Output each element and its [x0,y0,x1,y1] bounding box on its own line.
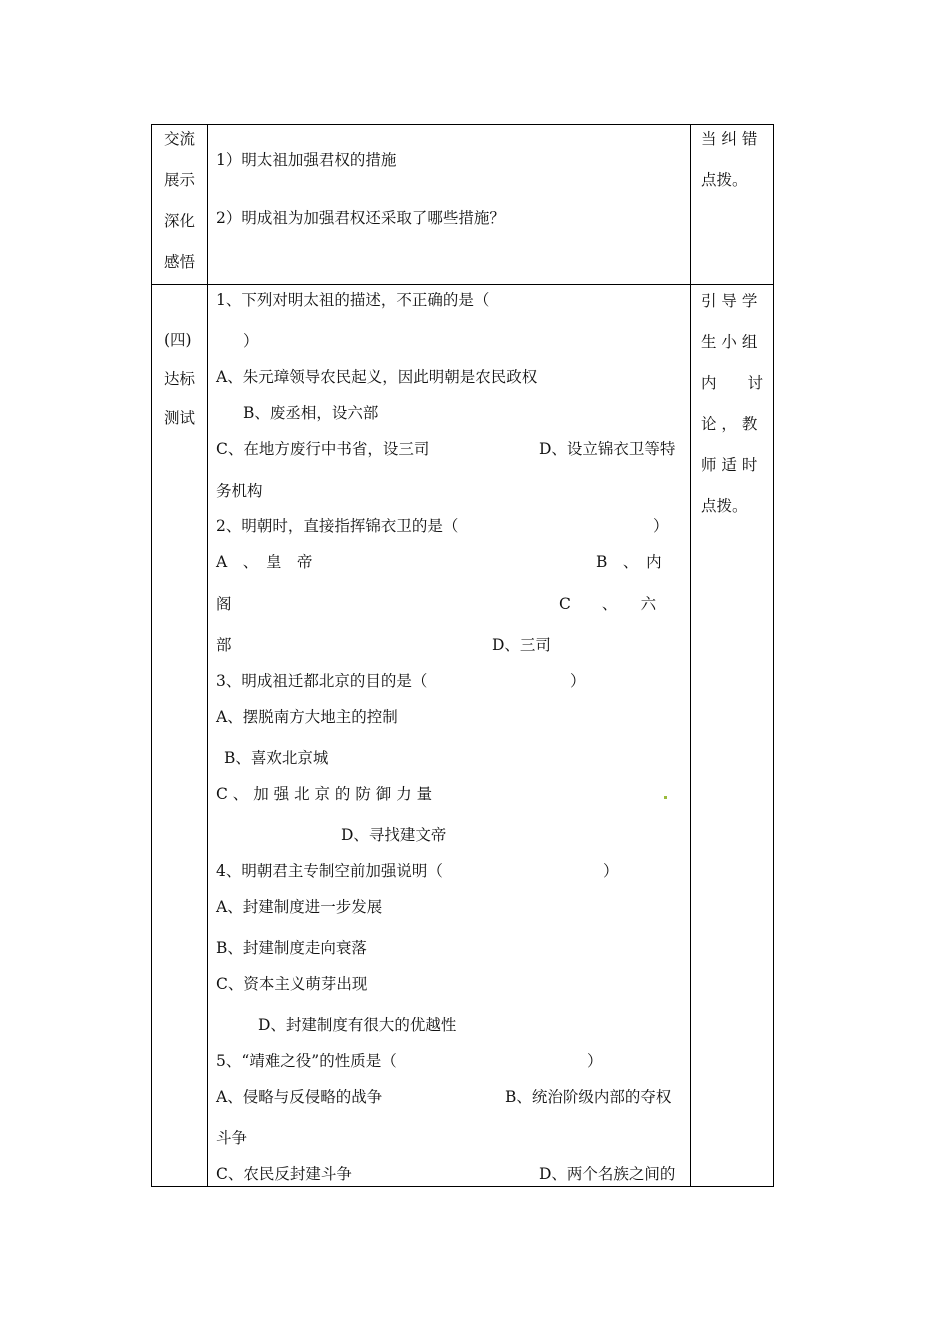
row2-note-line6: 点拨。 [701,497,748,515]
q2-option-c-cont: 部 [216,636,232,654]
row1-question-2: 2）明成祖为加强君权还采取了哪些措施？ [216,209,505,227]
q1-option-d: D、设立锦衣卫等特 [539,440,676,458]
q4-option-c: C、资本主义萌芽出现 [216,975,368,993]
q3-stem-close: ） [570,672,586,690]
q2-option-b-cont: 阁 [216,595,232,613]
row2-note-line1: 引 导 学 [701,292,758,310]
row2-label-line1: (四) [164,331,192,349]
row2-label-line2: 达标 [164,370,196,388]
q2-option-a: A 、 皇 帝 [216,553,313,571]
table-left-border [151,124,152,1187]
q2-option-d: D、三司 [492,636,551,654]
table-top-border [151,124,774,125]
q4-option-a: A、封建制度进一步发展 [216,898,383,916]
row1-question-1: 1）明太祖加强君权的措施 [216,151,397,169]
row1-note-line1: 当 纠 错 [701,130,758,148]
q5-stem-close: ） [587,1052,603,1070]
row2-note-line2: 生 小 组 [701,333,758,351]
row1-label-line3: 深化 [164,212,196,230]
q2-option-b: B 、 内 [596,553,662,571]
q1-option-c: C、在地方废行中书省，设三司 [216,440,430,458]
row1-label-line1: 交流 [164,130,196,148]
column-divider-2 [690,124,691,1187]
q5-option-a: A、侵略与反侵略的战争 [216,1088,383,1106]
q4-option-b: B、封建制度走向衰落 [216,939,367,957]
decorative-dot [664,796,667,799]
q3-option-b: B、喜欢北京城 [224,749,329,767]
row2-note-line5: 师 适 时 [701,456,758,474]
column-divider-1 [207,124,208,1187]
q3-option-d: D、寻找建文帝 [341,826,447,844]
q4-stem: 4、明朝君主专制空前加强说明（ [216,862,443,880]
q1-option-d-cont: 务机构 [216,482,263,500]
q1-stem-close: ） [243,332,259,350]
row2-note-line3: 内 讨 [701,374,764,392]
row1-note-line2: 点拨。 [701,171,748,189]
row1-label-line2: 展示 [164,171,196,189]
row2-note-line4: 论 ， 教 [701,415,758,433]
q3-stem: 3、明成祖迁都北京的目的是（ [216,672,428,690]
q1-option-b: B、废丞相，设六部 [243,404,379,422]
q4-option-d: D、封建制度有很大的优越性 [258,1016,457,1034]
q5-option-d: D、两个名族之间的 [539,1165,676,1183]
q5-option-b-cont: 斗争 [216,1129,248,1147]
q1-option-a: A、朱元璋领导农民起义，因此明朝是农民政权 [216,368,538,386]
q3-option-c: C 、 加 强 北 京 的 防 御 力 量 [216,785,433,803]
q2-stem: 2、明朝时，直接指挥锦衣卫的是（ [216,517,459,535]
table-right-border [773,124,774,1187]
q5-option-c: C、农民反封建斗争 [216,1165,352,1183]
row-divider [151,284,774,285]
q2-stem-close: ） [653,517,669,535]
q2-option-c: C 、 六 [559,595,657,613]
table-bottom-border [151,1186,774,1187]
row1-label-line4: 感悟 [164,253,196,271]
q1-stem: 1、下列对明太祖的描述，不正确的是（ [216,291,490,309]
q3-option-a: A、摆脱南方大地主的控制 [216,708,398,726]
q5-option-b: B、统治阶级内部的夺权 [505,1088,672,1106]
row2-label-line3: 测试 [164,409,196,427]
q4-stem-close: ） [603,862,619,880]
q5-stem: 5、“靖难之役”的性质是（ [216,1052,397,1070]
